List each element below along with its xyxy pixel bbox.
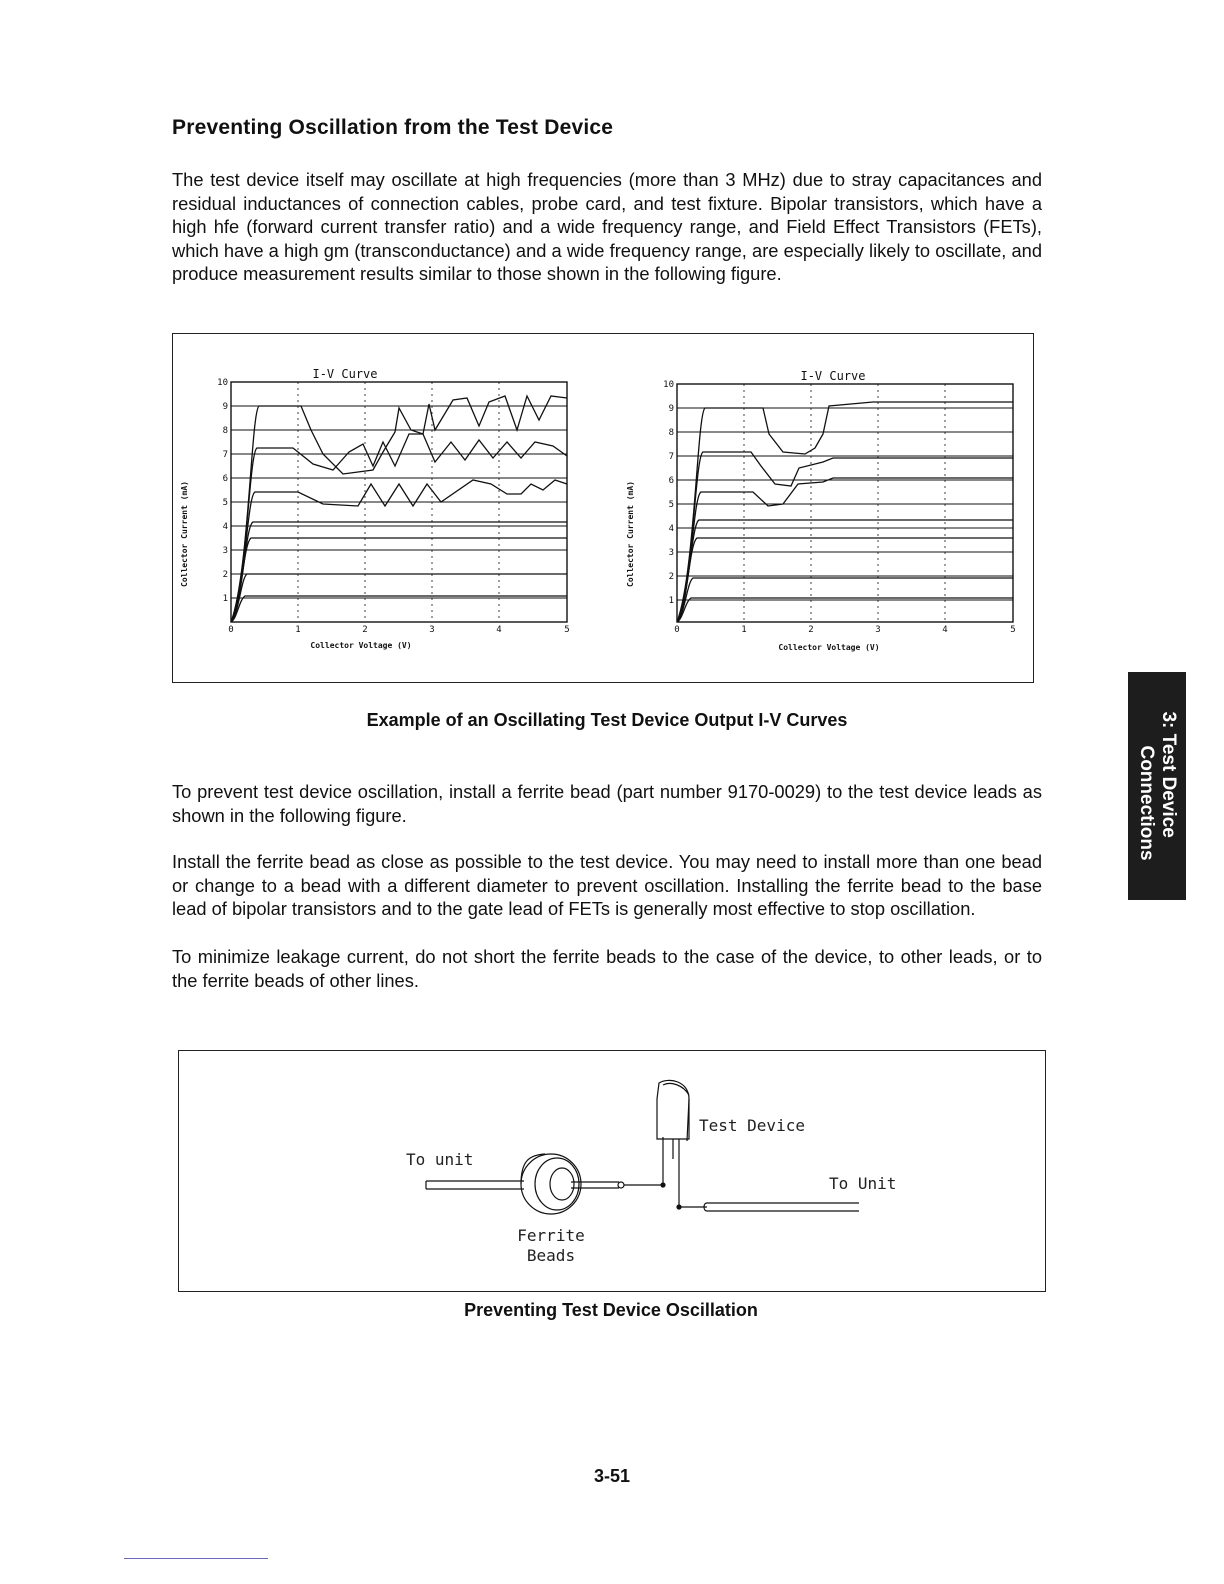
ferrite-label-line2: Beads bbox=[526, 1246, 576, 1265]
right-x-tick: 5 bbox=[1010, 625, 1016, 635]
right-x-tick: 3 bbox=[875, 625, 881, 635]
left-plot-title: I-V Curve bbox=[312, 367, 378, 381]
right-y-tick: 4 bbox=[668, 524, 674, 534]
figure2-caption: Preventing Test Device Oscillation bbox=[464, 1300, 758, 1320]
right-plot-vertical-grid bbox=[744, 384, 945, 622]
ferrite-label-line1: Ferrite bbox=[517, 1226, 585, 1245]
left-x-tick: 4 bbox=[496, 625, 502, 635]
left-x-axis-label: Collector Voltage (V) bbox=[310, 641, 412, 650]
chapter-side-tab-text bbox=[1135, 711, 1179, 860]
left-y-axis-label: Collector Current (mA) bbox=[180, 481, 189, 587]
side-tab-line-2: Connections bbox=[1136, 745, 1157, 861]
right-x-tick-labels bbox=[674, 625, 1015, 635]
right-y-tick: 3 bbox=[668, 548, 674, 558]
left-x-tick: 5 bbox=[564, 625, 570, 635]
right-y-tick: 1 bbox=[668, 596, 674, 606]
left-y-tick: 3 bbox=[222, 546, 228, 556]
right-curve-7 bbox=[677, 402, 1013, 622]
right-lead bbox=[677, 1203, 859, 1211]
left-x-tick: 0 bbox=[228, 625, 234, 635]
right-curve-1 bbox=[677, 598, 1013, 622]
left-x-tick: 2 bbox=[362, 625, 368, 635]
right-y-tick: 6 bbox=[668, 476, 674, 486]
left-plot-gridlines bbox=[231, 406, 567, 598]
right-curve-3 bbox=[677, 538, 1013, 622]
right-x-tick: 4 bbox=[942, 625, 948, 635]
right-y-tick: 9 bbox=[668, 404, 674, 414]
right-curve-4 bbox=[677, 520, 1013, 622]
figure1-caption: Example of an Oscillating Test Device Output I-V Curves bbox=[366, 710, 848, 730]
test-device-label: Test Device bbox=[699, 1116, 805, 1135]
right-y-tick: 8 bbox=[668, 428, 674, 438]
left-curve-4 bbox=[231, 522, 567, 622]
page-number: 3-51 bbox=[593, 1466, 631, 1486]
left-y-tick: 2 bbox=[222, 570, 228, 580]
side-tab-line-1: 3: Test Device bbox=[1158, 711, 1179, 838]
left-curve-1 bbox=[231, 596, 567, 622]
left-y-tick: 9 bbox=[222, 402, 228, 412]
left-cable bbox=[426, 1181, 524, 1189]
left-y-tick: 6 bbox=[222, 474, 228, 484]
left-y-tick: 1 bbox=[222, 594, 228, 604]
right-x-tick: 0 bbox=[674, 625, 680, 635]
to-unit-left-label: To unit bbox=[406, 1150, 474, 1169]
right-y-tick: 5 bbox=[668, 500, 674, 510]
device-lead bbox=[571, 1137, 665, 1188]
chapter-side-tab bbox=[1128, 672, 1186, 900]
ferrite-diagram-svg bbox=[179, 1051, 1045, 1291]
left-y-tick-labels bbox=[217, 378, 228, 604]
footer-rule bbox=[124, 1558, 268, 1559]
ferrite-paragraph-1: To prevent test device oscillation, install a ferrite bead (part number 9170-0029) to the test device leads as shown in the following figure. bbox=[172, 781, 1042, 826]
left-y-tick: 7 bbox=[222, 450, 228, 460]
left-y-tick: 8 bbox=[222, 426, 228, 436]
left-curve-6 bbox=[231, 434, 567, 622]
right-x-tick: 2 bbox=[808, 625, 814, 635]
right-y-tick: 7 bbox=[668, 452, 674, 462]
left-x-tick: 1 bbox=[295, 625, 301, 635]
right-plot-gridlines bbox=[677, 408, 1013, 600]
left-curve-5 bbox=[231, 480, 567, 622]
left-x-tick: 3 bbox=[429, 625, 435, 635]
left-y-tick: 10 bbox=[217, 378, 228, 388]
right-y-axis-label: Collector Current (mA) bbox=[626, 481, 635, 587]
test-device-icon bbox=[657, 1080, 689, 1207]
right-plot bbox=[626, 369, 1016, 652]
right-plot-frame bbox=[677, 384, 1013, 622]
iv-curves-svg bbox=[173, 334, 1033, 682]
right-plot-title: I-V Curve bbox=[800, 369, 866, 383]
right-y-tick: 10 bbox=[663, 380, 674, 390]
right-x-axis-label: Collector Voltage (V) bbox=[778, 643, 880, 652]
ferrite-paragraph-2: Install the ferrite bead as close as possible to the test device. You may need to install more than one bead or change to a bead with a different diameter to prevent oscillation. Installing the ferrite bead to the base lead of bipolar transistors and to the gate lead of FETs is generally most effective to stop oscillation. bbox=[172, 851, 1042, 920]
right-y-tick-labels bbox=[663, 380, 674, 606]
intro-paragraph: The test device itself may oscillate at high frequencies (more than 3 MHz) due to stray capacitances and residual inductances of connection cables, probe card, and test fixture. Bipolar transistors, which have a high hfe (forward current transfer ratio) and a wide frequency range, and Field Effect Transistors (FETs), which have a high gm (transconductance) and a wide frequency range, are especially likely to oscillate, and produce measurement results similar to those shown in the following figure. bbox=[172, 169, 1042, 285]
left-y-tick: 4 bbox=[222, 522, 228, 532]
left-plot bbox=[180, 367, 570, 650]
ferrite-paragraph-3: To minimize leakage current, do not short the ferrite beads to the case of the device, to other leads, or to the ferrite beads of other lines. bbox=[172, 946, 1042, 991]
right-x-tick: 1 bbox=[741, 625, 747, 635]
iv-curves-figure bbox=[172, 333, 1034, 683]
left-y-tick: 5 bbox=[222, 498, 228, 508]
ferrite-diagram-figure bbox=[178, 1050, 1046, 1292]
left-curve-3 bbox=[231, 538, 567, 622]
to-unit-right-label: To Unit bbox=[829, 1174, 897, 1193]
section-title: Preventing Oscillation from the Test Device bbox=[172, 116, 614, 139]
right-y-tick: 2 bbox=[668, 572, 674, 582]
ferrite-bead-icon bbox=[521, 1154, 581, 1214]
left-x-tick-labels bbox=[228, 625, 569, 635]
